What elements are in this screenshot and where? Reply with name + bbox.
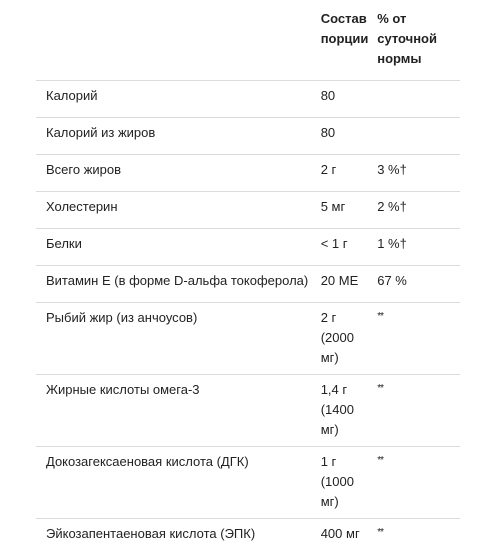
row-amount: [321, 447, 378, 519]
amount-line: 2 г: [321, 308, 366, 328]
row-name: Холестерин: [36, 192, 321, 229]
row-dv: [377, 81, 460, 118]
header-daily-value: [377, 0, 460, 81]
row-dv: 1 %†: [377, 229, 460, 266]
amount-line: мг): [321, 492, 366, 512]
amount-line: мг): [321, 348, 366, 368]
row-name: Жирные кислоты омега-3: [36, 375, 321, 447]
row-name: Витамин E (в форме D-альфа токоферола): [36, 266, 321, 303]
header-serving-amount: [321, 0, 378, 81]
amount-line: 1 г: [321, 452, 366, 472]
amount-line: мг): [321, 420, 366, 440]
table-row: [36, 447, 460, 519]
table-header-row: [36, 0, 460, 81]
header-ingredient: [36, 0, 321, 81]
header-serving-line1: Состав: [321, 9, 378, 29]
row-dv: 3 %†: [377, 155, 460, 192]
table-row: [36, 118, 460, 155]
row-name: Калорий из жиров: [36, 118, 321, 155]
table-row: [36, 229, 460, 266]
row-amount: < 1 г: [321, 229, 378, 266]
row-amount: 80: [321, 81, 378, 118]
row-name: Эйкозапентаеновая кислота (ЭПК): [36, 519, 321, 555]
row-dv: [377, 118, 460, 155]
row-amount: 20 МЕ: [321, 266, 378, 303]
table-row: [36, 375, 460, 447]
row-dv: **: [377, 383, 383, 394]
row-amount: 2 г: [321, 155, 378, 192]
row-amount: 5 мг: [321, 192, 378, 229]
amount-line: (2000: [321, 328, 366, 348]
table-row: [36, 303, 460, 375]
amount-line: 1,4 г: [321, 380, 366, 400]
row-dv: **: [377, 311, 383, 322]
row-dv-cell: [377, 519, 460, 555]
row-dv-cell: [377, 375, 460, 447]
row-amount: [321, 303, 378, 375]
supplement-facts-table: [36, 0, 460, 555]
row-dv: **: [377, 455, 383, 466]
row-dv: **: [377, 527, 383, 538]
row-dv-cell: [377, 447, 460, 519]
row-amount: 80: [321, 118, 378, 155]
amount-line: (1000: [321, 472, 366, 492]
row-amount: [321, 375, 378, 447]
header-dv-line1: % от: [377, 9, 460, 29]
table-row: [36, 155, 460, 192]
row-dv: 2 %†: [377, 192, 460, 229]
header-serving-line2: порции: [321, 29, 378, 49]
row-name: Докозагексаеновая кислота (ДГК): [36, 447, 321, 519]
header-dv-line3: нормы: [377, 49, 460, 69]
amount-line: (1400: [321, 400, 366, 420]
header-dv-line2: суточной: [377, 29, 460, 49]
row-name: Белки: [36, 229, 321, 266]
row-dv-cell: [377, 303, 460, 375]
row-amount: 400 мг: [321, 519, 378, 555]
row-name: Рыбий жир (из анчоусов): [36, 303, 321, 375]
table-row: [36, 266, 460, 303]
table-row: [36, 192, 460, 229]
row-name: Калорий: [36, 81, 321, 118]
row-dv: 67 %: [377, 266, 460, 303]
table-row: [36, 81, 460, 118]
table-row: [36, 519, 460, 555]
row-name: Всего жиров: [36, 155, 321, 192]
